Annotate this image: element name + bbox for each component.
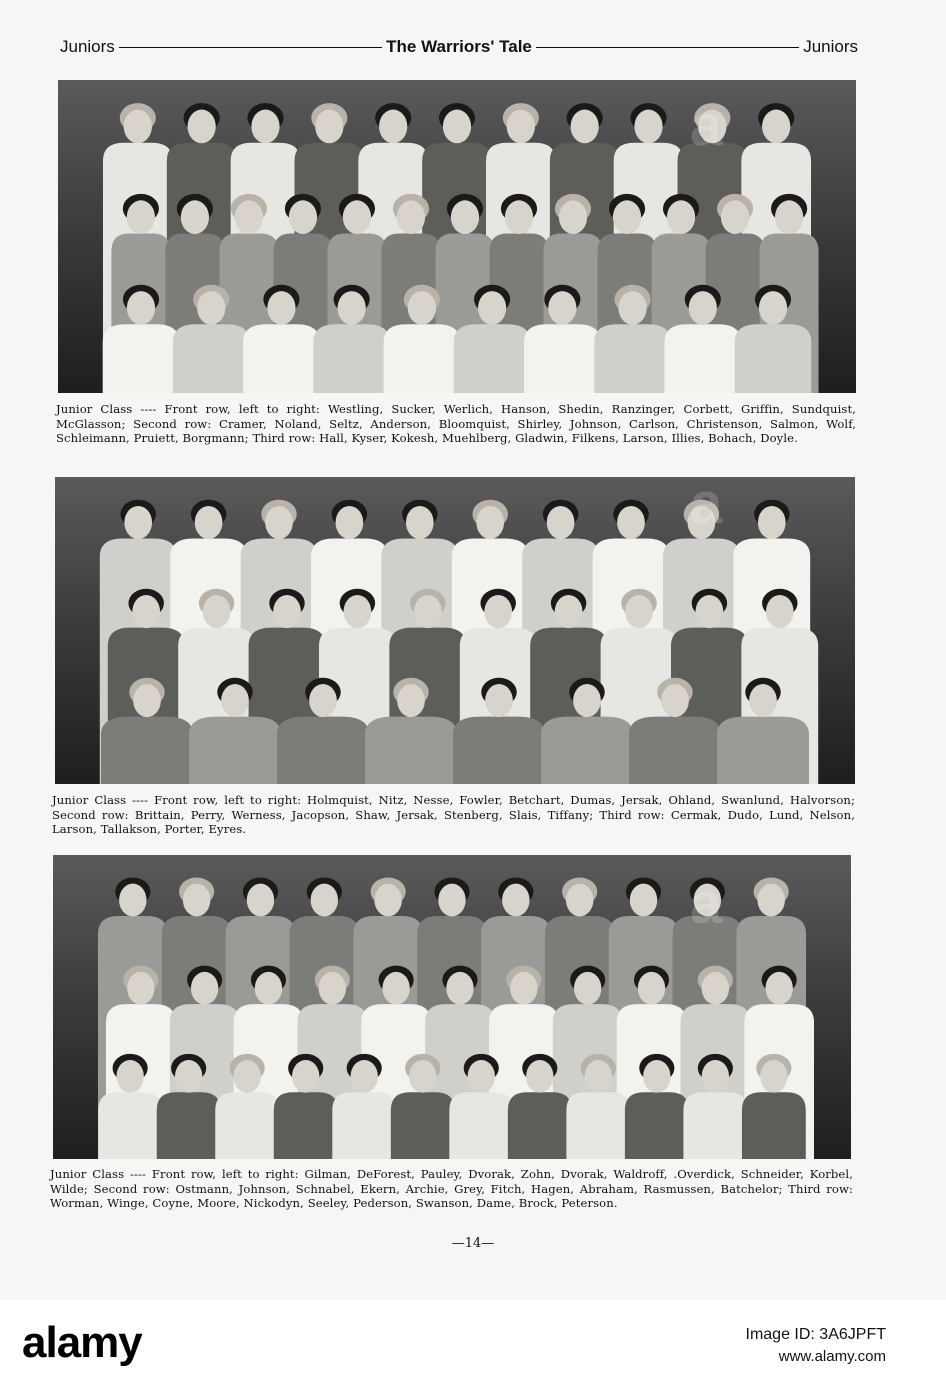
site-url[interactable]: www.alamy.com [778,1348,886,1365]
student-face [221,684,249,717]
student-face [625,595,653,628]
student-face [197,291,225,325]
student-face [749,684,777,717]
student-figure [735,324,812,393]
student-face [255,972,282,1005]
student-figure [742,1092,806,1159]
student-face [233,1060,260,1093]
student-face [484,595,512,628]
student-face [757,884,784,917]
student-face [267,291,295,325]
student-figure [274,1092,338,1159]
student-face [311,884,338,917]
student-face [689,291,717,325]
student-face [195,506,223,539]
student-face [760,1060,787,1093]
student-figure [449,1092,513,1159]
student-figure [98,1092,162,1159]
student-face [702,972,729,1005]
student-face [265,506,293,539]
student-face [613,200,641,234]
student-figure [365,717,457,784]
student-figure [157,1092,221,1159]
student-face [634,110,662,144]
student-face [315,110,343,144]
student-figure [594,324,671,393]
class-photo-1 [58,80,856,393]
photo-illustration [58,80,856,393]
student-face [571,110,599,144]
photo-illustration [53,855,851,1159]
student-figure [391,1092,455,1159]
student-face [510,972,537,1005]
student-face [309,684,337,717]
student-face [289,200,317,234]
student-face [408,291,436,325]
student-figure [313,324,390,393]
watermark-logo: a [690,871,722,936]
caption-1: Junior Class ---- Front row, left to right: Westling, Sucker, Werlich, Hanson, Shedin, Ranzinger, Corbett, Griffin, Sundquist, McGlasson; Second row: Cramer, Noland, Seltz, Anderson, Bloomquist, Shirley, Johnson, Carlson, Christenson, Salmon, Wolf, Schleimann, Pruiett, Borgmann; Third row: Hall, Kyser, Kokesh, Muehlberg, Gladwin, Filkens, Larson, Illies, Bohach, Doyle. [56,402,856,445]
student-face [559,200,587,234]
header-rule-right [536,47,799,48]
student-face [775,200,803,234]
student-face [119,884,146,917]
student-face [292,1060,319,1093]
student-face [124,110,152,144]
student-face [638,972,665,1005]
student-face [476,506,504,539]
student-figure [215,1092,279,1159]
student-face [446,972,473,1005]
student-face [127,291,155,325]
student-face [343,200,371,234]
student-face [338,291,366,325]
image-id: Image ID: 3A6JPFT [745,1326,886,1343]
page-number: —14— [451,1236,495,1251]
student-figure [384,324,461,393]
student-figure [103,324,180,393]
student-face [702,1060,729,1093]
student-figure [508,1092,572,1159]
student-face [555,595,583,628]
student-face [181,200,209,234]
student-face [124,506,152,539]
student-face [132,595,160,628]
student-face [573,684,601,717]
student-face [127,972,154,1005]
student-face [251,110,279,144]
student-figure [332,1092,396,1159]
student-face [762,110,790,144]
student-face [127,200,155,234]
student-face [566,884,593,917]
student-face [485,684,513,717]
student-face [618,291,646,325]
student-face [505,200,533,234]
student-face [548,291,576,325]
student-figure [541,717,633,784]
header-title: The Warriors' Tale [386,37,532,56]
student-face [696,595,724,628]
student-face [397,200,425,234]
student-figure [625,1092,689,1159]
student-face [547,506,575,539]
student-face [374,884,401,917]
student-figure [629,717,721,784]
student-face [468,1060,495,1093]
student-face [438,884,465,917]
student-face [203,595,231,628]
student-figure [101,717,193,784]
student-face [133,684,161,717]
student-face [351,1060,378,1093]
student-face [507,110,535,144]
header-rule-left [119,47,382,48]
student-face [661,684,689,717]
student-figure [524,324,601,393]
student-face [478,291,506,325]
student-face [766,595,794,628]
student-face [630,884,657,917]
class-photo-2 [55,477,855,784]
student-face [643,1060,670,1093]
student-face [406,506,434,539]
student-face [585,1060,612,1093]
student-face [765,972,792,1005]
student-figure [453,717,545,784]
alamy-logo: alamy [22,1318,142,1367]
stock-footer [0,1300,946,1390]
student-face [191,972,218,1005]
student-figure [173,324,250,393]
student-face [758,506,786,539]
student-face [414,595,442,628]
header-right-label: Juniors [803,37,858,56]
student-face [382,972,409,1005]
student-figure [189,717,281,784]
student-face [273,595,301,628]
watermark-logo: a [690,471,722,536]
student-face [188,110,216,144]
student-face [574,972,601,1005]
caption-2: Junior Class ---- Front row, left to right: Holmquist, Nitz, Nesse, Fowler, Betchart, Dumas, Jersak, Ohland, Swanlund, Halvorson; Second row: Brittain, Perry, Werness, Jacopson, Shaw, Jersak, Stenberg, Slais, Tiffany; Third row: Cermak, Dudo, Lund, Nelson, Larson, Tallakson, Porter, Eyres. [52,793,855,836]
student-face [667,200,695,234]
student-face [721,200,749,234]
student-face [379,110,407,144]
header-left-label: Juniors [60,37,115,56]
student-face [759,291,787,325]
caption-3: Junior Class ---- Front row, left to right: Gilman, DeForest, Pauley, Dvorak, Zohn, Dvorak, Waldroff, .Overdick, Schneider, Korbel, Wilde; Second row: Ostmann, Johnson, Schnabel, Ekern, Archie, Grey, Fitch, Hagen, Abraham, Rasmussen, Batchelor; Third row: Worman, Winge, Coyne, Moore, Nickodyn, Seeley, Pederson, Swanson, Dame, Brock, Peterson. [50,1167,853,1210]
student-face [451,200,479,234]
image-reference [746,1324,887,1368]
student-face [409,1060,436,1093]
student-face [397,684,425,717]
student-face [336,506,364,539]
student-figure [566,1092,630,1159]
student-face [235,200,263,234]
student-face [183,884,210,917]
photo-illustration [55,477,855,784]
student-figure [277,717,369,784]
student-figure [664,324,741,393]
student-face [319,972,346,1005]
student-face [617,506,645,539]
class-photo-3 [53,855,851,1159]
student-face [116,1060,143,1093]
student-figure [683,1092,747,1159]
student-face [247,884,274,917]
student-face [443,110,471,144]
student-face [175,1060,202,1093]
student-face [502,884,529,917]
student-face [526,1060,553,1093]
student-figure [454,324,531,393]
student-figure [243,324,320,393]
student-face [344,595,372,628]
student-figure [717,717,809,784]
watermark-logo: a [690,93,722,158]
page-header [60,34,858,60]
